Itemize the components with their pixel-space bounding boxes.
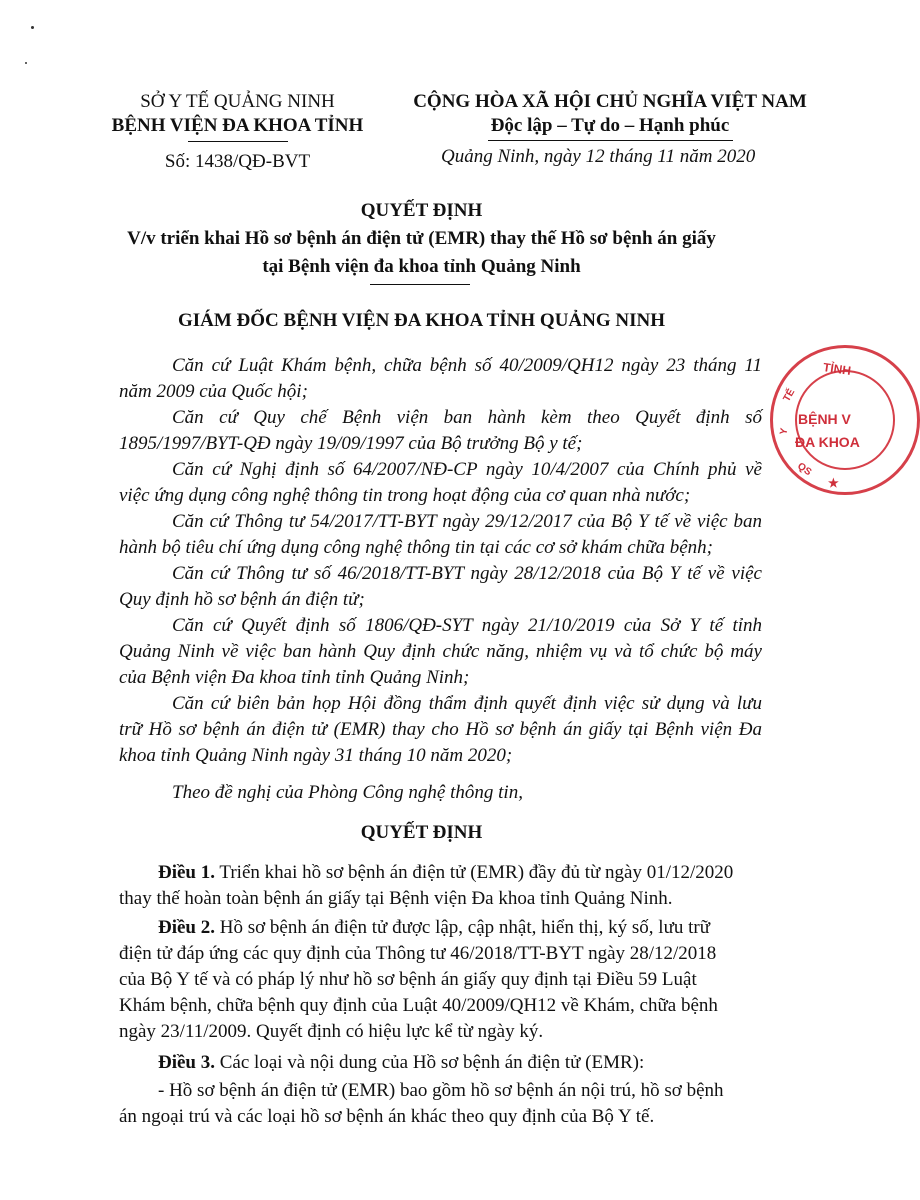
preamble-line: Quy định hồ sơ bệnh án điện tử; <box>119 589 365 610</box>
article-3-first-line <box>158 1052 644 1074</box>
article-3-text: Các loại và nội dung của Hồ sơ bệnh án điện tử (EMR): <box>219 1052 645 1073</box>
preamble-line: Căn cứ Luật Khám bệnh, chữa bệnh số 40/2009/QH12 ngày 23 tháng 11 <box>172 355 762 376</box>
hospital-name: BỆNH VIỆN ĐA KHOA TỈNH <box>111 115 364 136</box>
motto-underline <box>488 140 733 141</box>
article-2-line: Khám bệnh, chữa bệnh quy định của Luật 40/2009/QH12 về Khám, chữa bệnh <box>119 995 718 1016</box>
seal-line-1: BỆNH V <box>798 411 851 427</box>
article-3-item-line: - Hồ sơ bệnh án điện tử (EMR) bao gồm hồ sơ bệnh án nội trú, hồ sơ bệnh <box>158 1080 724 1101</box>
article-1-text: Triển khai hồ sơ bệnh án điện tử (EMR) đầy đủ từ ngày 01/12/2020 <box>219 862 734 883</box>
seal-star-icon: ★ <box>828 476 839 490</box>
seal-side-te: TẾ <box>781 387 798 404</box>
article-2-line: điện tử đáp ứng các quy định của Thông tư 46/2018/TT-BYT ngày 28/12/2018 <box>119 943 717 964</box>
article-1-label: Điều 1. <box>158 862 215 883</box>
preamble-line: Căn cứ Thông tư số 46/2018/TT-BYT ngày 28/12/2018 của Bộ Y tế về việc <box>172 563 762 584</box>
preamble-line: Căn cứ Nghị định số 64/2007/NĐ-CP ngày 10/4/2007 của Chính phủ về <box>172 459 762 480</box>
decision-heading: QUYẾT ĐỊNH <box>360 822 483 843</box>
document-number: Số: 1438/QĐ-BVT <box>164 151 311 172</box>
subject-underline <box>370 284 470 285</box>
article-2-line: ngày 23/11/2009. Quyết định có hiệu lực kể từ ngày ký. <box>119 1021 544 1042</box>
department-name: SỞ Y TẾ QUẢNG NINH <box>140 91 335 112</box>
preamble-line: Căn cứ Quyết định số 1806/QĐ-SYT ngày 21/10/2019 của Sở Y tế tỉnh <box>172 615 762 636</box>
article-2-line: của Bộ Y tế và có pháp lý như hồ sơ bệnh án giấy quy định tại Điều 59 Luật <box>119 969 697 990</box>
article-3-item-line: án ngoại trú và các loại hồ sơ bệnh án khác theo quy định của Bộ Y tế. <box>119 1106 655 1127</box>
preamble-line: Căn cứ biên bản họp Hội đồng thẩm định quyết định việc sử dụng và lưu <box>172 693 762 714</box>
preamble-line: Căn cứ Quy chế Bệnh viện ban hành kèm theo Quyết định số <box>172 407 762 428</box>
issuing-authority: GIÁM ĐỐC BỆNH VIỆN ĐA KHOA TỈNH QUẢNG NINH <box>177 310 666 331</box>
article-1-line: thay thế hoàn toàn bệnh án giấy tại Bệnh viện Đa khoa tỉnh Quảng Ninh. <box>119 888 673 909</box>
seal-bottom-text: QS <box>795 460 814 479</box>
article-1-first-line <box>158 862 762 884</box>
preamble-line: trữ Hồ sơ bệnh án điện tử (EMR) thay cho Hồ sơ bệnh án giấy tại Bệnh viện Đa <box>119 719 762 740</box>
article-3-label: Điều 3. <box>158 1052 215 1073</box>
header-right <box>400 90 820 141</box>
nation-name: CỘNG HÒA XÃ HỘI CHỦ NGHĨA VIỆT NAM <box>413 91 807 112</box>
document-title: QUYẾT ĐỊNH <box>360 200 483 221</box>
scan-speck <box>25 62 27 64</box>
article-2-first-line <box>158 917 762 939</box>
seal-side-y: Y <box>778 427 791 436</box>
subject-line-2: tại Bệnh viện đa khoa tỉnh Quảng Ninh <box>262 256 581 277</box>
place-date: Quảng Ninh, ngày 12 tháng 11 năm 2020 <box>441 146 756 167</box>
seal-top-text: TỈNH <box>822 360 852 378</box>
header-left-underline <box>188 141 288 142</box>
preamble-line: năm 2009 của Quốc hội; <box>119 381 308 402</box>
preamble-line: Căn cứ Thông tư 54/2017/TT-BYT ngày 29/12/2017 của Bộ Y tế về việc ban <box>172 511 762 532</box>
preamble-line: hành bộ tiêu chí ứng dụng công nghệ thông tin tại các cơ sở khám chữa bệnh; <box>119 537 714 558</box>
preamble-line: của Bệnh viện Đa khoa tỉnh tỉnh Quảng Ninh; <box>119 667 470 688</box>
hospital-seal <box>770 345 920 495</box>
preamble-line: việc ứng dụng công nghệ thông tin trong hoạt động của cơ quan nhà nước; <box>119 485 691 506</box>
subject-line-1: V/v triển khai Hồ sơ bệnh án điện tử (EMR) thay thế Hồ sơ bệnh án giấy <box>127 228 716 249</box>
preamble-line: Theo đề nghị của Phòng Công nghệ thông tin, <box>172 782 523 803</box>
seal-line-2: ĐA KHOA <box>795 434 860 450</box>
motto: Độc lập – Tự do – Hạnh phúc <box>490 115 730 136</box>
header-left <box>100 90 375 174</box>
article-2-text: Hồ sơ bệnh án điện tử được lập, cập nhật, hiển thị, ký số, lưu trữ <box>219 917 711 938</box>
article-2-label: Điều 2. <box>158 917 215 938</box>
preamble-line: khoa tỉnh Quảng Ninh ngày 31 tháng 10 năm 2020; <box>119 745 513 766</box>
preamble-line: 1895/1997/BYT-QĐ ngày 19/09/1997 của Bộ trưởng Bộ y tế; <box>119 433 583 454</box>
scan-speck <box>31 26 34 29</box>
preamble-line: Quảng Ninh về việc ban hành Quy định chức năng, nhiệm vụ và tổ chức bộ máy <box>119 641 762 662</box>
